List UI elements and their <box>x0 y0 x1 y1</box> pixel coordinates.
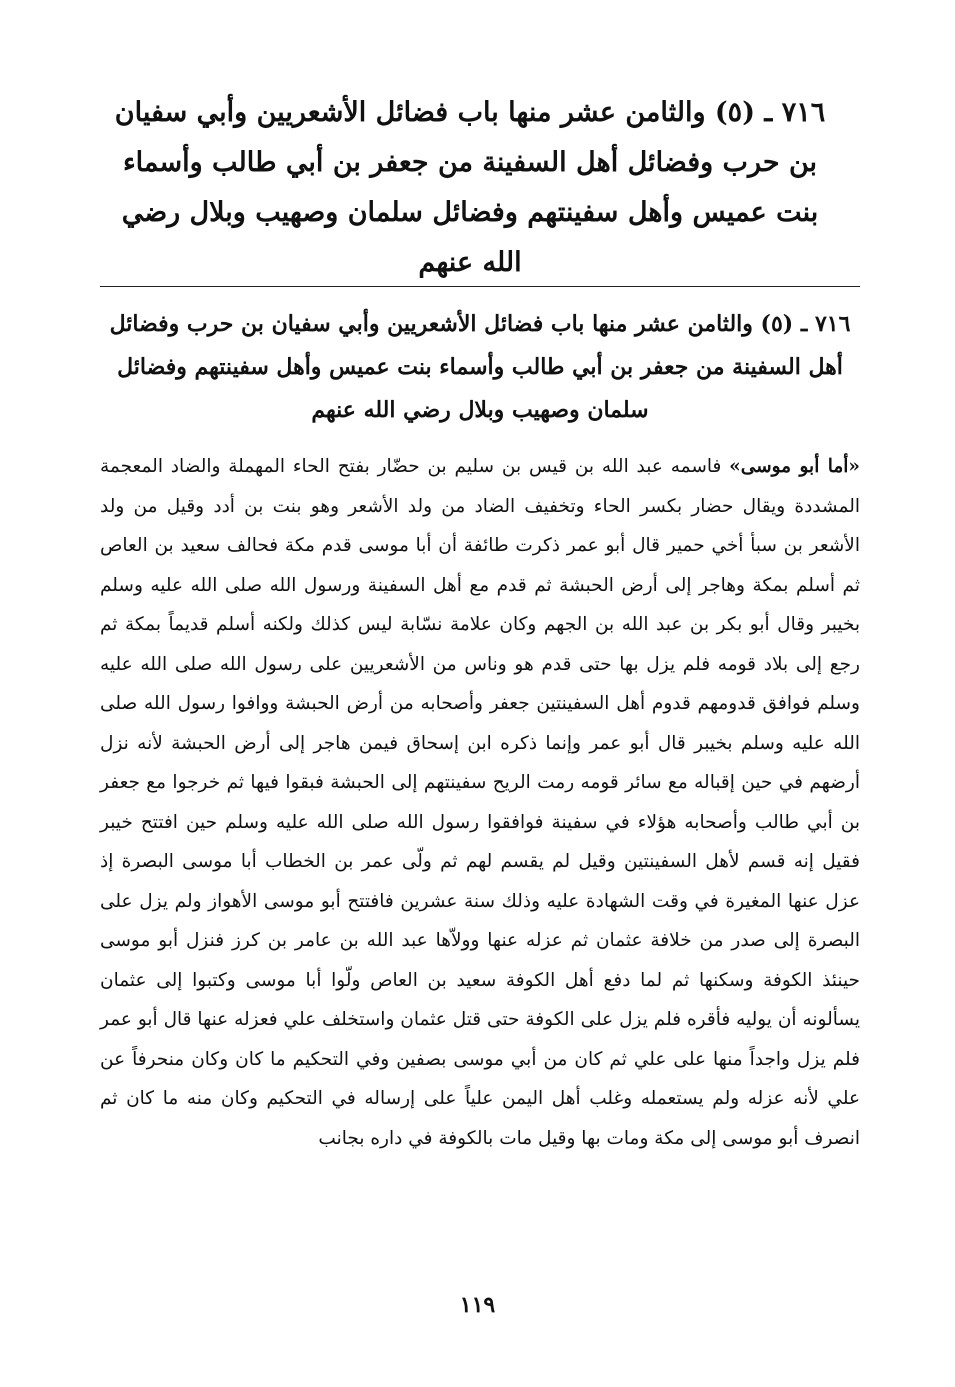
commentary-paragraph <box>100 447 860 1158</box>
page-number: ١١٩ <box>459 1292 496 1318</box>
section-heading: ٧١٦ ـ (٥) والثامن عشر منها باب فضائل الأشعريين وأبي سفيان بن حرب وفضائل أهل السفينة من جعفر بن أبي طالب وأسماء بنت عميس وأهل سفينتهم وفضائل سلمان وصهيب وبلال رضي الله عنهم <box>109 311 851 423</box>
chapter-heading: ٧١٦ ـ (٥) والثامن عشر منها باب فضائل الأشعريين وأبي سفيان بن حرب وفضائل أهل السفينة من جعفر بن أبي طالب وأسماء بنت عميس وأهل سفينتهم وفضائل سلمان وصهيب وبلال رضي الله عنهم <box>114 97 826 278</box>
lead-phrase: «أما أبو موسى» <box>729 456 860 477</box>
heading-divider <box>100 286 860 287</box>
paragraph-text: فاسمه عبد الله بن قيس بن سليم بن حضّار بفتح الحاء المهملة والضاد المعجمة المشددة ويقال حضار بكسر الحاء وتخفيف الضاد من ولد الأشعر وهو بنت بن أدد وقيل من ولد الأشعر بن سبأ أخي حمير قال أبو عمر ذكرت طائفة أن أبا موسى قدم مكة فحالف سعيد بن العاص ثم أسلم بمكة وهاجر إلى أرض الحبشة ثم قدم مع أهل السفينة ورسول الله صلى الله عليه وسلم بخيبر وقال أبو بكر بن عبد الله بن الجهم وكان علامة نسّابة ليس كذلك ولكنه أسلم قديماً بمكة ثم رجع إلى بلاد قومه فلم يزل بها حتى قدم هو وناس من الأشعريين على رسول الله صلى الله عليه وسلم فوافق قدومهم قدوم أهل السفينتين جعفر وأصحابه من أرض الحبشة ووافوا رسول الله صلى الله عليه وسلم بخيبر قال أبو عمر وإنما ذكره ابن إسحاق فيمن هاجر إلى أرض الحبشة لأنه نزل أرضهم في حين إقباله مع سائر قومه رمت الريح سفينتهم إلى الحبشة فبقوا فيها ثم خرجوا مع جعفر بن أبي طالب وأصحابه هؤلاء في سفينة فوافقوا رسول الله صلى الله عليه وسلم حين افتتح خيبر فقيل إنه قسم لأهل السفينتين وقيل لم يقسم لهم ثم ولّى عمر بن الخطاب أبا موسى البصرة إذ عزل عنها المغيرة في وقت الشهادة عليه وذلك سنة عشرين فافتتح أبو موسى الأهواز ولم يزل على البصرة إلى صدر من خلافة عثمان ثم عزله عنها وولاّها عبد الله بن عامر بن كرز فنزل أبو موسى حينئذ الكوفة وسكنها ثم لما دفع أهل الكوفة سعيد بن العاص ولّوا أبا موسى وكتبوا إلى عثمان يسألونه أن يوليه فأقره فلم يزل على الكوفة حتى قتل عثمان واستخلف علي فعزله عنها قال أبو عمر فلم يزل واجداً منها على علي ثم كان من أبي موسى بصفين وفي التحكيم ما كان وكان منحرفاً عن علي لأنه عزله ولم يستعمله وغلب أهل اليمن علياً على إرساله في التحكيم وكان منه ما كان ثم انصرف أبو موسى إلى مكة ومات بها وقيل مات بالكوفة في داره بجانب <box>100 456 860 1149</box>
